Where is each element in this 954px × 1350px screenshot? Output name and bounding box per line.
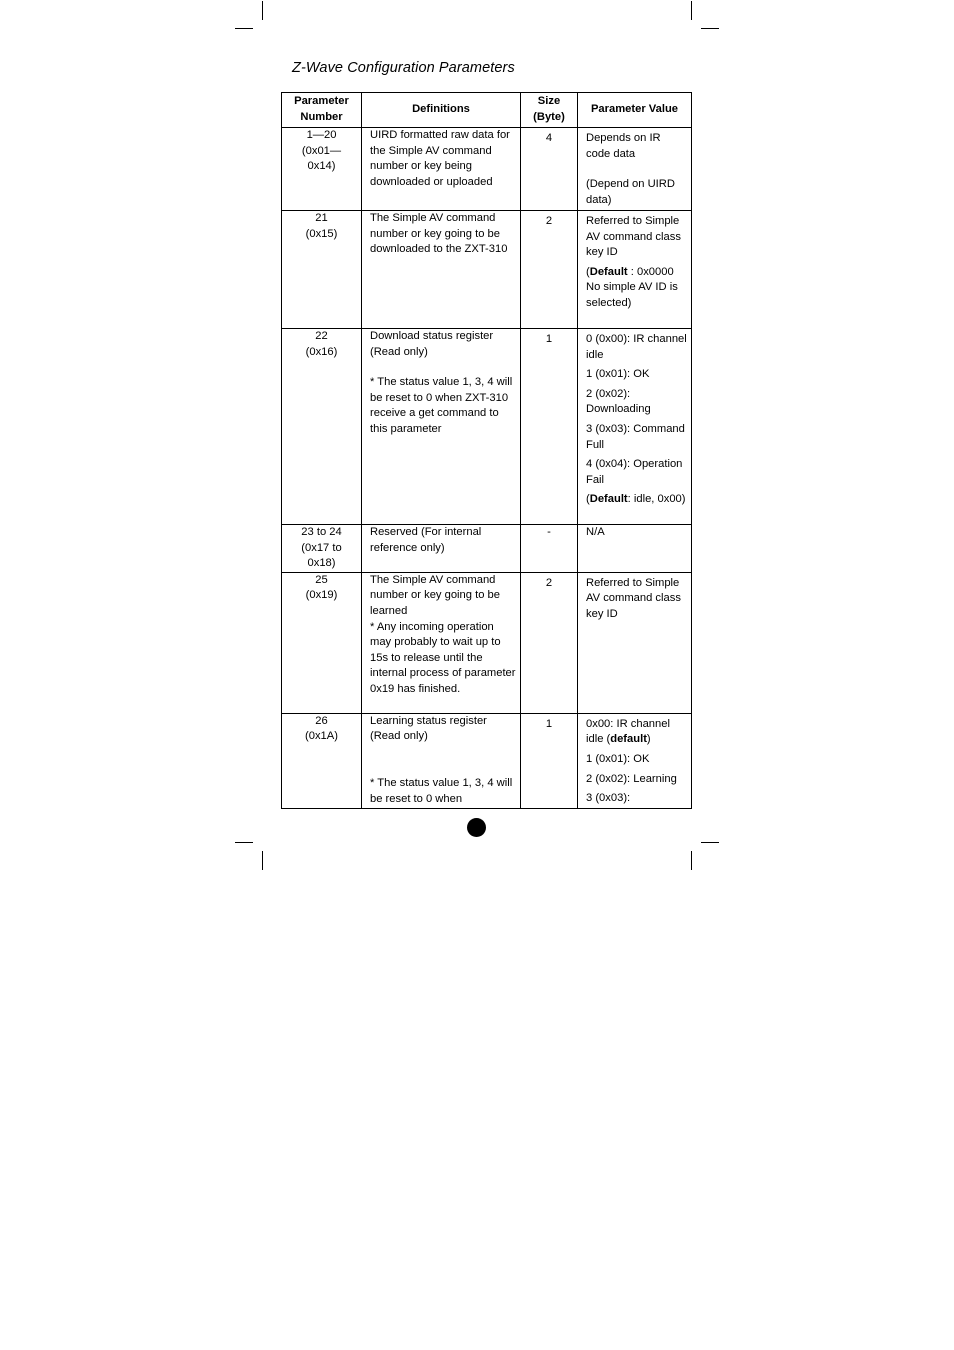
column-header-size: Size (Byte) — [521, 93, 578, 128]
parameter-number-cell: 25 (0x19) — [282, 572, 362, 713]
page-number-dot — [467, 818, 486, 837]
parameter-value-cell: Depends on IR code data (Depend on UIRD data) — [578, 128, 692, 211]
size-cell: 2 — [521, 211, 578, 329]
parameter-number-cell: 23 to 24 (0x17 to 0x18) — [282, 525, 362, 573]
parameter-number-cell: 1—20 (0x01— 0x14) — [282, 128, 362, 211]
parameter-value-cell: 0 (0x00): IR channel idle 1 (0x01): OK 2 (0x02): Downloading 3 (0x03): Command Full 4 (0x04): Operation Fail (Default: idle, 0x00) — [578, 329, 692, 525]
crop-mark-top-left — [262, 1, 263, 20]
crop-mark-bottom-left — [262, 851, 263, 870]
definition-cell: UIRD formatted raw data for the Simple AV command number or key being downloaded or uploaded — [362, 128, 521, 211]
crop-mark-top-right-h — [701, 28, 719, 29]
size-cell: - — [521, 525, 578, 573]
table-row — [282, 128, 692, 211]
size-cell: 4 — [521, 128, 578, 211]
column-header-parameter-value: Parameter Value — [578, 93, 692, 128]
size-cell: 2 — [521, 572, 578, 713]
crop-mark-bottom-right — [691, 851, 692, 870]
table-row — [282, 329, 692, 525]
definition-cell: The Simple AV command number or key going to be learned * Any incoming operation may probably to wait up to 15s to release until the internal process of parameter 0x19 has finished. — [362, 572, 521, 713]
parameter-number-cell: 26 (0x1A) — [282, 713, 362, 808]
table-row — [282, 713, 692, 808]
table-row — [282, 525, 692, 573]
parameter-number-cell: 21 (0x15) — [282, 211, 362, 329]
parameter-value-cell: Referred to Simple AV command class key ID (Default : 0x0000 No simple AV ID is selected) — [578, 211, 692, 329]
size-cell: 1 — [521, 329, 578, 525]
crop-mark-bottom-right-h — [701, 842, 719, 843]
definition-cell: Reserved (For internal reference only) — [362, 525, 521, 573]
size-cell: 1 — [521, 713, 578, 808]
definition-cell: Learning status register (Read only) * The status value 1, 3, 4 will be reset to 0 when — [362, 713, 521, 808]
crop-mark-bottom-left-h — [235, 842, 253, 843]
parameter-value-cell: 0x00: IR channel idle (default) 1 (0x01): OK 2 (0x02): Learning 3 (0x03): — [578, 713, 692, 808]
definition-cell: Download status register (Read only) * The status value 1, 3, 4 will be reset to 0 when ZXT-310 receive a get command to this parameter — [362, 329, 521, 525]
table-row — [282, 572, 692, 713]
parameter-number-cell: 22 (0x16) — [282, 329, 362, 525]
column-header-parameter-number: Parameter Number — [282, 93, 362, 128]
definition-cell: The Simple AV command number or key going to be downloaded to the ZXT-310 — [362, 211, 521, 329]
parameter-value-cell: N/A — [578, 525, 692, 573]
column-header-definitions: Definitions — [362, 93, 521, 128]
parameter-value-cell: Referred to Simple AV command class key ID — [578, 572, 692, 713]
crop-mark-top-right — [691, 1, 692, 20]
parameters-table — [281, 92, 692, 809]
page-title: Z-Wave Configuration Parameters — [292, 60, 515, 76]
table-row — [282, 211, 692, 329]
crop-mark-top-left-h — [235, 28, 253, 29]
table-header-row — [282, 93, 692, 128]
